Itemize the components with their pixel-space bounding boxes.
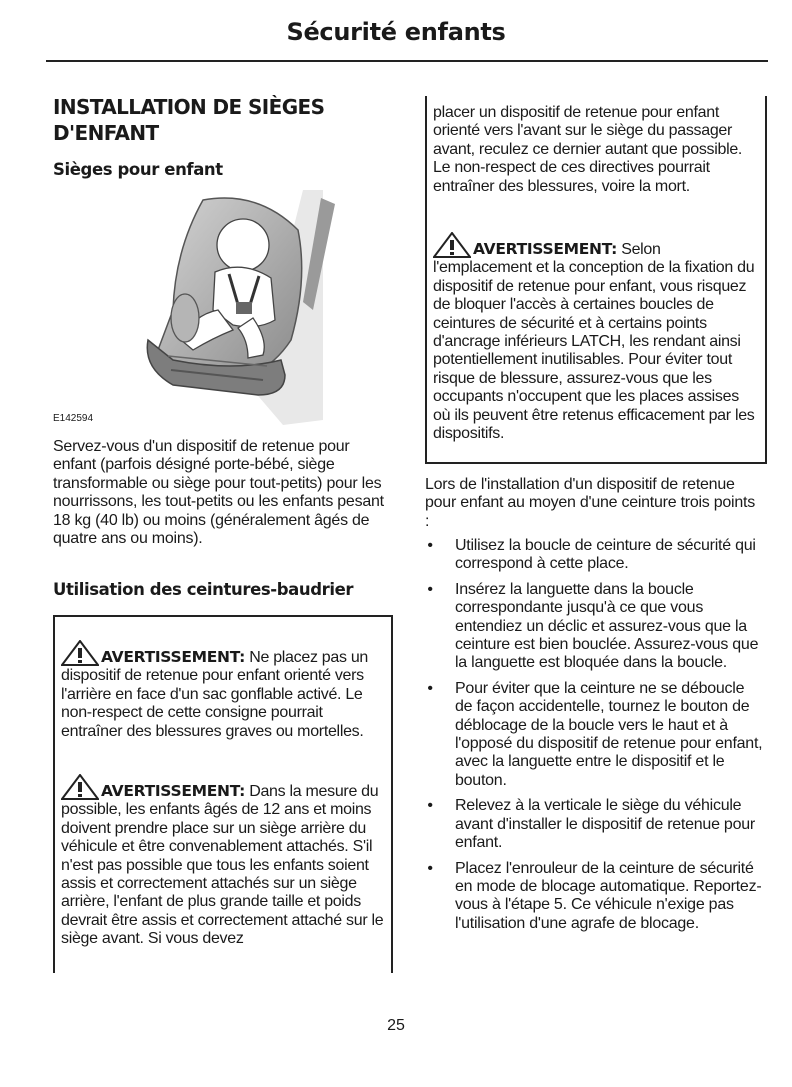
warning-text: Dans la mesure du possible, les enfants âgés de 12 ans et moins doivent prendre place sur un siège arrière du véhicule et être convenablement attachés. S'il n'est pas possible que tous les enfants soient assis et correctement attachés sur un siège arrière, l'enfant de plus grande taille et poids devrait être assis et correctement attaché sur le siège avant. Si vous devez [61,783,384,948]
list-item [425,581,765,673]
intro-paragraph: Servez-vous d'un dispositif de retenue pour enfant (parfois désigné porte-bébé, siège transformable ou siège pour tout-petits) pour les nourrissons, les tout-petits ou les enfants pesant 18 kg (40 lb) ou moins (généralement âgés de quatre ans ou moins). [53,438,384,548]
bullet-icon: • [427,537,433,554]
list-item [425,537,765,574]
bullet-icon: • [427,859,433,877]
warning-airbag [61,640,386,741]
list-item [425,680,765,790]
step-text: Relevez à la verticale le siège du véhicule avant d'installer le dispositif de retenue pour enfant. [455,797,755,852]
child-seat-illustration [53,190,391,430]
warning-text: Ne placez pas un dispositif de retenue pour enfant orienté vers l'arrière en face d'un sac gonflable activé. Le non-respect de cette consigne pourrait entraîner des blessures graves ou mortelles. [61,649,369,740]
page-header [0,18,792,46]
warning-triangle-icon [433,232,471,258]
warning-triangle-icon [61,774,99,800]
section-title: INSTALLATION DE SIÈGES D'ENFANT [53,95,325,145]
warning-label: AVERTISSEMENT: [473,240,618,258]
warning-label: AVERTISSEMENT: [101,782,246,800]
page-number: 25 [387,1017,405,1034]
list-item [425,860,765,934]
header-divider [46,60,768,62]
step-text: Pour éviter que la ceinture ne se déboucle de façon accidentelle, tournez le bouton de déblocage de la boucle vers le haut et à l'opposé du dispositif de retenue pour enfant, avec la languette entre le dispositif et le bouton. [455,679,763,789]
warning-latch [433,232,759,443]
subtitle-child-seats: Sièges pour enfant [53,160,223,179]
step-text: Placez l'enrouleur de la ceinture de sécurité en mode de blocage automatique. Reportez-vous à l'étape 5. Ce véhicule n'exige pas l'utilisation d'une agrafe de blocage. [455,859,762,932]
step-text: Insérez la languette dans la boucle correspondante jusqu'à ce que vous entendiez un déclic et assurez-vous que la ceinture est bien bouclée. Assurez-vous que la languette est bloquée dans la boucle. [455,580,759,672]
figure-label: E142594 [53,413,94,424]
install-steps-list [425,537,765,940]
step-text: Utilisez la boucle de ceinture de sécurité qui correspond à cette place. [455,537,756,573]
warning-text: Selon l'emplacement et la conception de la fixation du dispositif de retenue pour enfant, vous risquez de bloquer l'accès à certaines boucles de ceintures de sécurité et à certains points d'ancrage inférieurs LATCH, les rendant ainsi potentiellement inutilisables. Pour éviter tout risque de blessure, assurez-vous que les occupants n'occupent que les places assises où ils peuvent être retenus efficacement par les dispositifs. [433,241,755,443]
subtitle-shoulder-belts: Utilisation des ceintures-baudrier [53,580,354,599]
bullet-icon: • [427,797,433,815]
install-intro: Lors de l'installation d'un dispositif de retenue pour enfant au moyen d'une ceinture trois points : [425,476,755,530]
warning-rear-seat [61,774,386,949]
warning-label: AVERTISSEMENT: [101,648,246,666]
bullet-icon: • [427,679,433,697]
warning-continuation: placer un dispositif de retenue pour enfant orienté vers l'avant sur le siège du passager avant, reculez ce dernier autant que possible. Le non-respect de ces directives pourrait entraîner des blessures, voire la mort. [433,104,743,195]
page-title: Sécurité enfants [286,18,506,46]
bullet-icon: • [427,580,433,598]
list-item [425,797,765,852]
warning-triangle-icon [61,640,99,666]
child-seat-drawing [53,190,391,430]
